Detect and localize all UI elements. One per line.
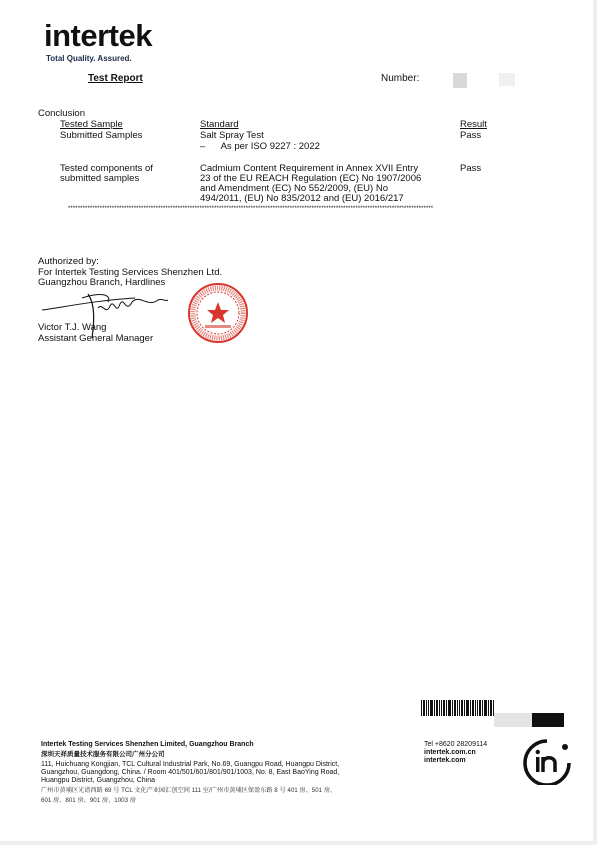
logo-tagline: Total Quality. Assured.: [46, 54, 132, 63]
row2-standard-line1: Cadmium Content Requirement in Annex XVII Entry: [200, 163, 419, 174]
row2-standard-line4: 494/2011, (EU) No 835/2012 and (EU) 2016/217: [200, 193, 404, 204]
footer-company-en: Intertek Testing Services Shenzhen Limited, Guangzhou Branch: [41, 741, 254, 748]
row1-standard-line2: – As per ISO 9227 : 2022: [200, 141, 320, 152]
footer-website-cn[interactable]: intertek.com.cn: [424, 749, 476, 756]
company-seal-stamp: [187, 282, 249, 344]
footer-address-line1: 111, Huichuang Kongjian, TCL Cultural Industrial Park, No.69, Guangpu Road, Huangpu District,: [41, 761, 340, 768]
footer-address-cn-line2: 601 房、801 房、901 房、1003 房: [41, 797, 136, 804]
row1-sample: Submitted Samples: [60, 130, 143, 141]
footer-website[interactable]: intertek.com: [424, 757, 466, 764]
authorized-company: For Intertek Testing Services Shenzhen Ltd.: [38, 267, 223, 278]
footer-tel: Tel +8620 28209114: [424, 741, 488, 748]
redacted-number-block-2: [499, 73, 515, 86]
footer-address-cn-line1: 广州市黄埔区光谱西路 69 号 TCL 文化产业园汇创空间 111 室/广州市黄埔区保盈东路 8 号 401 房、501 房、: [41, 787, 337, 794]
conclusion-heading: Conclusion: [38, 108, 85, 119]
redacted-barcode-text: [494, 713, 532, 727]
row1-standard-line1: Salt Spray Test: [200, 130, 264, 141]
row2-standard-line3: and Amendment (EC) No 552/2009, (EU) No: [200, 183, 388, 194]
separator-line: ******************************************************************************************************************************************************: [68, 206, 434, 212]
row2-standard-line2: 23 of the EU REACH Regulation (EC) No 1907/2006: [200, 173, 422, 184]
intertek-logo: intertek: [44, 18, 152, 53]
row2-sample-line1: Tested components of: [60, 163, 153, 174]
barcode-image: [421, 700, 494, 716]
footer-company-cn: 深圳天祥质量技术服务有限公司广州分公司: [41, 751, 165, 758]
row2-sample-line2: submitted samples: [60, 173, 140, 184]
row2-result: Pass: [460, 163, 482, 174]
signatory-position: Assistant General Manager: [38, 333, 154, 344]
redacted-barcode-block: [532, 713, 564, 727]
column-header-result: Result: [460, 119, 487, 130]
number-label: Number:: [381, 73, 420, 84]
footer-address-line3: Huangpu District, Guangzhou, China: [41, 777, 156, 784]
page-edge-bottom: [0, 841, 597, 845]
intertek-in-logo-icon: [521, 737, 573, 785]
column-header-sample: Tested Sample: [60, 119, 123, 130]
column-header-standard: Standard: [200, 119, 239, 130]
redacted-number-block: [453, 73, 467, 88]
page-edge-right: [593, 0, 597, 845]
row1-result: Pass: [460, 130, 482, 141]
report-title: Test Report: [88, 73, 143, 84]
signatory-name: Victor T.J. Wang: [38, 322, 107, 333]
authorized-by-label: Authorized by:: [38, 256, 99, 267]
authorized-branch: Guangzhou Branch, Hardlines: [38, 277, 166, 288]
footer-address-line2: Guangzhou, Guangdong, China. / Room 401/501/601/801/901/1003, No. 8, East BaoYing Road,: [41, 769, 340, 776]
